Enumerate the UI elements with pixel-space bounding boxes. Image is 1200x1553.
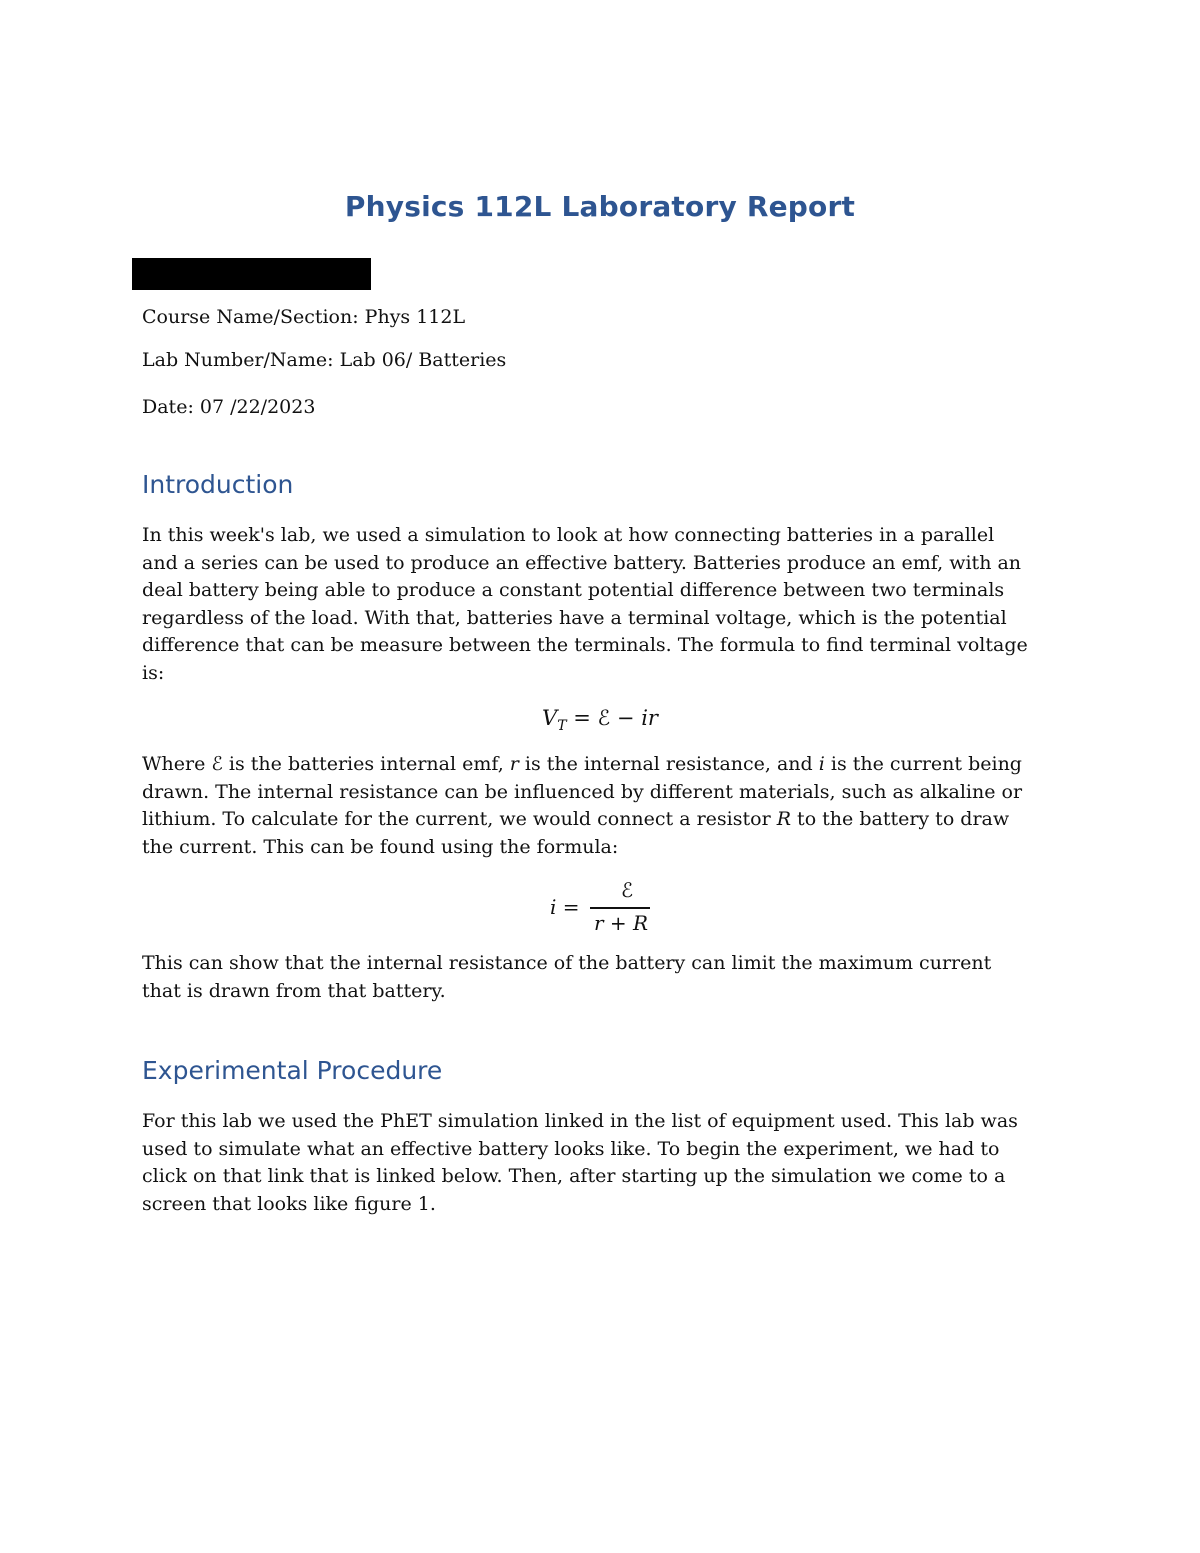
text-line: screen that looks like figure 1.: [142, 1192, 436, 1215]
eq-equals: =: [573, 706, 591, 730]
text-line: [142, 806, 1072, 834]
text-line: For this lab we used the PhET simulation linked in the list of equipment used. This lab was: [142, 1110, 1018, 1132]
eq-emf: ℰ: [597, 706, 611, 730]
text-line: click on that link that is linked below. Then, after starting up the simulation we come to a: [142, 1165, 1006, 1188]
text-line: This can show that the internal resistance of the battery can limit the maximum current: [142, 952, 992, 974]
introduction-paragraph-1: [142, 522, 1072, 688]
eq2-numerator: ℰ: [620, 878, 634, 902]
eq2-i: i: [550, 895, 557, 919]
text-segment: to the battery to draw: [791, 808, 1010, 831]
text-line: and a series can be used to produce an effective battery. Batteries produce an emf, with an: [142, 551, 1022, 574]
procedure-heading: Experimental Procedure: [142, 1056, 443, 1085]
text-segment: Where ℰ is the batteries internal emf,: [142, 753, 510, 775]
text-line: difference that can be measure between the terminals. The formula to find terminal voltage: [142, 634, 1028, 657]
terminal-voltage-equation: [0, 706, 1200, 734]
report-title: Physics 112L Laboratory Report: [344, 190, 856, 223]
lab-line: Lab Number/Name: Lab 06/ Batteries: [142, 349, 507, 371]
eq2-denominator: [590, 911, 652, 935]
procedure-paragraph: [142, 1108, 1072, 1218]
introduction-paragraph-3: [142, 950, 1072, 1005]
text-line: used to simulate what an effective battery looks like. To begin the experiment, we had to: [142, 1137, 1000, 1160]
redacted-name-block: [132, 258, 371, 290]
eq2-equals: =: [562, 895, 580, 919]
eq2-den-R: R: [632, 911, 649, 935]
text-line: In this week's lab, we used a simulation to look at how connecting batteries in a parallel: [142, 524, 995, 546]
eq2-lhs: [550, 895, 580, 919]
introduction-paragraph-2: [142, 751, 1072, 861]
eq-rhs: ir: [641, 706, 658, 730]
symbol-R: R: [776, 808, 792, 831]
text-line: drawn. The internal resistance can be influenced by different materials, such as alkaline or: [142, 780, 1023, 803]
introduction-heading: Introduction: [142, 470, 294, 499]
symbol-i: i: [818, 753, 825, 775]
eq-lhs: V: [542, 706, 558, 730]
text-line: that is drawn from that battery.: [142, 979, 446, 1002]
eq-minus: −: [616, 706, 635, 730]
text-line: the current. This can be found using the formula:: [142, 835, 619, 858]
eq2-den-r: r: [593, 911, 604, 935]
eq-subscript: T: [557, 718, 567, 735]
text-segment: is the internal resistance, and: [518, 753, 819, 775]
text-segment: is the current being: [824, 753, 1022, 775]
text-line: deal battery being able to produce a constant potential difference between two terminals: [142, 579, 1005, 602]
course-line: Course Name/Section: Phys 112L: [142, 306, 466, 328]
symbol-r: r: [509, 753, 519, 775]
text-line: regardless of the load. With that, batteries have a terminal voltage, which is the potential: [142, 606, 1007, 629]
text-segment: lithium. To calculate for the current, we would connect a resistor: [142, 808, 777, 831]
text-line: is:: [142, 661, 165, 684]
date-line: Date: 07 /22/2023: [142, 396, 316, 418]
text-line: [142, 751, 1072, 779]
eq2-den-plus: +: [609, 911, 627, 935]
fraction-bar: [590, 907, 650, 909]
